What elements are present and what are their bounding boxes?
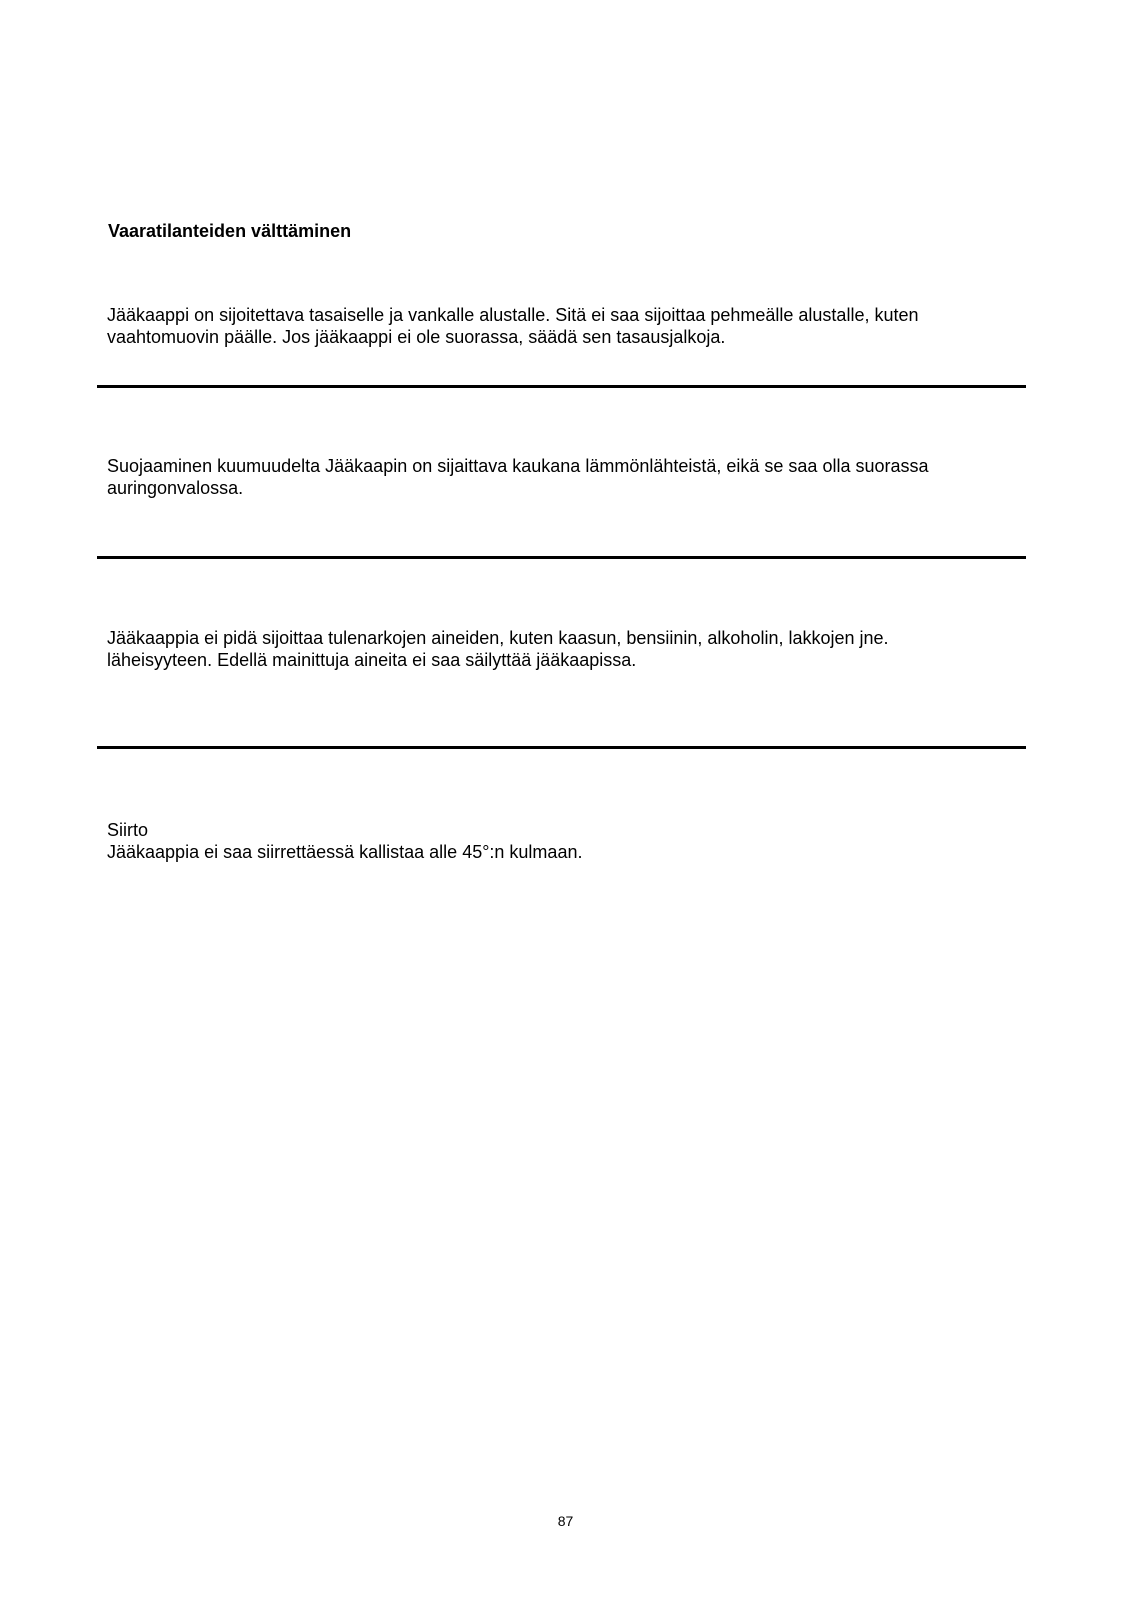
paragraph-line: Jääkaappia ei saa siirrettäessä kallistaa alle 45°:n kulmaan.: [107, 842, 583, 862]
paragraph-heat-protection: [107, 455, 1007, 499]
paragraph-flammables: [107, 627, 1007, 671]
paragraph-line: vaahtomuovin päälle. Jos jääkaappi ei ole suorassa, säädä sen tasausjalkoja.: [107, 327, 726, 347]
paragraph-line: Jääkaappia ei pidä sijoittaa tulenarkojen aineiden, kuten kaasun, bensiinin, alkoholin, lakkojen jne.: [107, 628, 889, 648]
paragraph-subheading: Siirto: [107, 820, 149, 840]
section-title: Vaaratilanteiden välttäminen: [108, 221, 352, 241]
divider: [97, 746, 1026, 749]
paragraph-placement: [107, 304, 1007, 348]
paragraph-line: Suojaaminen kuumuudelta Jääkaapin on sijaittava kaukana lämmönlähteistä, eikä se saa olla suorassa: [107, 456, 929, 476]
page-number: 87: [557, 1513, 574, 1529]
paragraph-moving: [107, 819, 1007, 863]
paragraph-line: Jääkaappi on sijoitettava tasaiselle ja vankalle alustalle. Sitä ei saa sijoittaa pehmeälle alustalle, kuten: [107, 305, 919, 325]
divider: [97, 556, 1026, 559]
paragraph-line: läheisyyteen. Edellä mainittuja aineita ei saa säilyttää jääkaapissa.: [107, 650, 637, 670]
paragraph-line: auringonvalossa.: [107, 478, 244, 498]
divider: [97, 385, 1026, 388]
